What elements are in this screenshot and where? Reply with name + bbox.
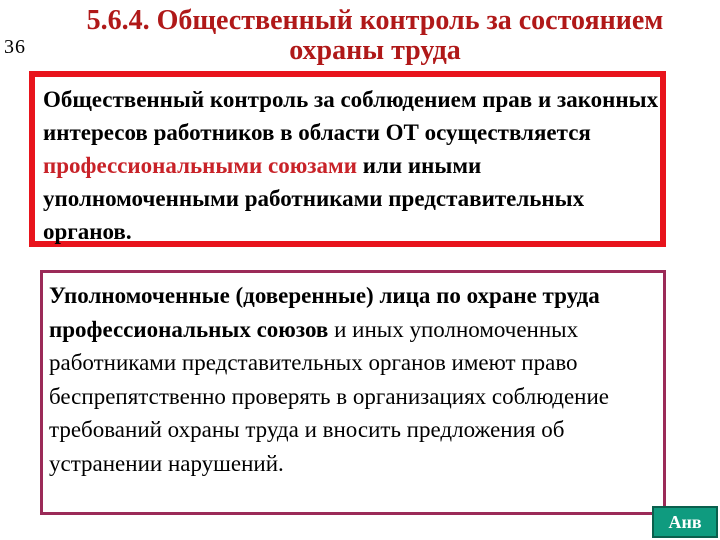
- rights-text-regular: и иных уполномоченных работниками представительных органов имеют право беспрепятственно проверять в организациях соблюдение требований охраны труда и вносить предложения об устранении нарушений.: [49, 316, 609, 476]
- slide-title: [30, 6, 720, 66]
- definition-text-start: Общественный контроль за соблюдением прав и законных интересов работников в области ОТ осуществляется: [43, 87, 659, 145]
- rights-box: [40, 270, 666, 515]
- definition-box: [29, 71, 666, 247]
- definition-text-end: или иными уполномоченными работниками представительных органов.: [43, 153, 585, 244]
- slide-title-line2: охраны труда: [289, 35, 461, 66]
- anv-nav-button[interactable]: Анв: [652, 506, 718, 538]
- slide-number: 36: [4, 36, 26, 58]
- definition-highlight-trade-unions: профессиональными союзами: [43, 153, 357, 178]
- rights-text-bold: Уполномоченные (доверенные) лица по охране труда профессиональных союзов: [49, 283, 600, 342]
- slide-title-line1: 5.6.4. Общественный контроль за состоянием: [86, 5, 664, 36]
